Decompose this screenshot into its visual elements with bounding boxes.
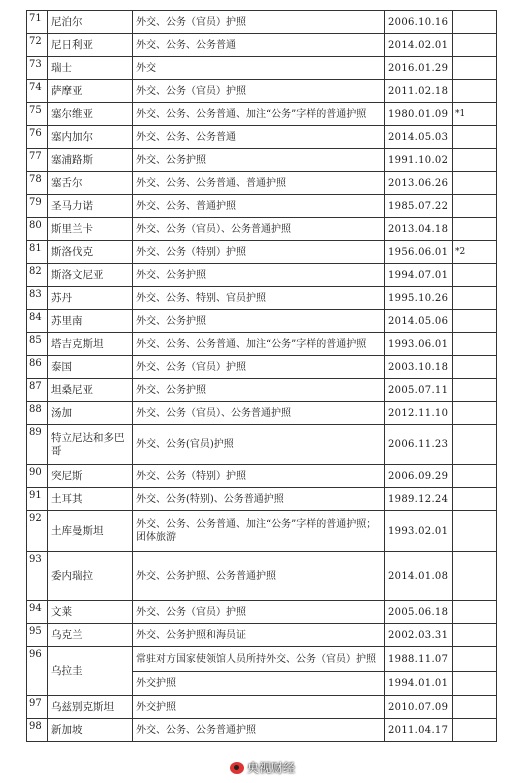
remark [453,647,497,672]
row-number: 75 [27,103,48,126]
effective-date: 1988.11.07 [385,647,453,672]
passport-types: 外交、公务护照 [133,264,385,287]
passport-types: 外交、公务、普通护照 [133,195,385,218]
passport-types: 外交、公务（官员）护照 [133,356,385,379]
effective-date: 1993.02.01 [385,511,453,552]
country-name: 坦桑尼亚 [48,379,133,402]
row-number: 85 [27,333,48,356]
remark [453,672,497,696]
country-name: 瑞士 [48,57,133,80]
table-row [27,241,497,264]
row-number: 76 [27,126,48,149]
row-number: 82 [27,264,48,287]
passport-types: 外交、公务、公务普通 [133,34,385,57]
effective-date: 2016.01.29 [385,57,453,80]
row-number: 77 [27,149,48,172]
passport-types: 外交、公务(特别)、公务普通护照 [133,488,385,511]
table-row [27,218,497,241]
country-name: 萨摩亚 [48,80,133,103]
passport-types: 外交、公务、特别、官员护照 [133,287,385,310]
effective-date: 1985.07.22 [385,195,453,218]
passport-types: 外交、公务护照、公务普通护照 [133,552,385,601]
effective-date: 1994.01.01 [385,672,453,696]
row-number: 84 [27,310,48,333]
effective-date: 2006.09.29 [385,465,453,488]
table-row [27,287,497,310]
country-name: 乌拉圭 [48,647,133,696]
effective-date: 2003.10.18 [385,356,453,379]
passport-types: 外交、公务、公务普通、普通护照 [133,172,385,195]
country-name: 斯洛伐克 [48,241,133,264]
passport-types: 外交、公务护照 [133,379,385,402]
country-name: 塔吉克斯坦 [48,333,133,356]
table-row [27,264,497,287]
country-name: 塞内加尔 [48,126,133,149]
country-name: 特立尼达和多巴哥 [48,425,133,465]
country-name: 委内瑞拉 [48,552,133,601]
remark [453,624,497,647]
table-row [27,126,497,149]
table-row [27,488,497,511]
table-row [27,511,497,552]
country-name: 土耳其 [48,488,133,511]
remark [453,80,497,103]
remark [453,333,497,356]
table-row [27,601,497,624]
table-row [27,34,497,57]
effective-date: 1980.01.09 [385,103,453,126]
weibo-icon [230,762,244,774]
table-row [27,195,497,218]
remark [453,218,497,241]
country-name: 尼日利亚 [48,34,133,57]
country-name: 土库曼斯坦 [48,511,133,552]
table-row [27,57,497,80]
row-number: 79 [27,195,48,218]
row-number: 83 [27,287,48,310]
country-name: 塞尔维亚 [48,103,133,126]
effective-date: 2012.11.10 [385,402,453,425]
passport-types: 外交、公务、公务普通、加注“公务”字样的普通护照 [133,333,385,356]
passport-types: 外交、公务、公务普通、加注“公务”字样的普通护照；团体旅游 [133,511,385,552]
country-name: 乌兹别克斯坦 [48,696,133,719]
row-number: 94 [27,601,48,624]
country-name: 圣马力诺 [48,195,133,218]
watermark-text: 央视财经 [247,761,296,775]
passport-types: 外交、公务（官员）、公务普通护照 [133,402,385,425]
effective-date: 2013.04.18 [385,218,453,241]
remark [453,425,497,465]
remark [453,172,497,195]
row-number: 95 [27,624,48,647]
table-row [27,103,497,126]
country-name: 尼泊尔 [48,11,133,34]
table-row [27,465,497,488]
table-row [27,425,497,465]
remark: *1 [453,103,497,126]
effective-date: 1993.06.01 [385,333,453,356]
remark [453,465,497,488]
country-name: 新加坡 [48,719,133,742]
remark [453,719,497,742]
remark [453,488,497,511]
effective-date: 1994.07.01 [385,264,453,287]
table-row [27,624,497,647]
table-row [27,333,497,356]
remark: *2 [453,241,497,264]
table-row [27,310,497,333]
country-name: 塞浦路斯 [48,149,133,172]
row-number: 72 [27,34,48,57]
row-number: 86 [27,356,48,379]
country-name: 文莱 [48,601,133,624]
effective-date: 2006.10.16 [385,11,453,34]
effective-date: 2014.05.06 [385,310,453,333]
effective-date: 2014.01.08 [385,552,453,601]
country-name: 苏里南 [48,310,133,333]
remark [453,126,497,149]
country-name: 斯里兰卡 [48,218,133,241]
passport-types: 外交护照 [133,696,385,719]
row-number: 91 [27,488,48,511]
passport-types: 外交、公务护照 [133,149,385,172]
country-name: 塞舌尔 [48,172,133,195]
effective-date: 2005.07.11 [385,379,453,402]
table-row [27,402,497,425]
row-number: 92 [27,511,48,552]
effective-date: 2002.03.31 [385,624,453,647]
passport-types: 外交、公务（官员）护照 [133,11,385,34]
passport-types: 外交护照 [133,672,385,696]
passport-types: 外交、公务（官员）、公务普通护照 [133,218,385,241]
effective-date: 1956.06.01 [385,241,453,264]
table-row [27,172,497,195]
remark [453,511,497,552]
effective-date: 2011.04.17 [385,719,453,742]
passport-types: 外交、公务（官员）护照 [133,601,385,624]
row-number: 97 [27,696,48,719]
row-number: 90 [27,465,48,488]
passport-types: 外交、公务（特别）护照 [133,465,385,488]
passport-types: 外交、公务、公务普通 [133,126,385,149]
passport-types: 外交、公务、公务普通护照 [133,719,385,742]
country-name: 汤加 [48,402,133,425]
effective-date: 1995.10.26 [385,287,453,310]
remark [453,195,497,218]
passport-types: 外交、公务（官员）护照 [133,80,385,103]
country-name: 乌克兰 [48,624,133,647]
row-number: 71 [27,11,48,34]
country-name: 斯洛文尼亚 [48,264,133,287]
effective-date: 1991.10.02 [385,149,453,172]
passport-types: 外交、公务护照和海员证 [133,624,385,647]
row-number: 78 [27,172,48,195]
remark [453,402,497,425]
passport-types: 外交、公务、公务普通、加注“公务”字样的普通护照 [133,103,385,126]
row-number: 89 [27,425,48,465]
country-name: 突尼斯 [48,465,133,488]
passport-types: 外交 [133,57,385,80]
country-name: 苏丹 [48,287,133,310]
row-number: 93 [27,552,48,601]
row-number: 88 [27,402,48,425]
remark [453,552,497,601]
table-row [27,356,497,379]
table-row [27,80,497,103]
remark [453,356,497,379]
remark [453,11,497,34]
table-row [27,11,497,34]
table-row [27,552,497,601]
remark [453,264,497,287]
effective-date: 2005.06.18 [385,601,453,624]
remark [453,149,497,172]
remark [453,601,497,624]
country-name: 泰国 [48,356,133,379]
table-row [27,696,497,719]
effective-date: 2014.05.03 [385,126,453,149]
row-number: 98 [27,719,48,742]
remark [453,310,497,333]
table-row [27,719,497,742]
row-number: 73 [27,57,48,80]
effective-date: 1989.12.24 [385,488,453,511]
effective-date: 2006.11.23 [385,425,453,465]
remark [453,287,497,310]
remark [453,696,497,719]
row-number: 96 [27,647,48,696]
passport-types: 常驻对方国家使领馆人员所持外交、公务（官员）护照 [133,647,385,672]
passport-types: 外交、公务（特别）护照 [133,241,385,264]
watermark [230,759,295,776]
remark [453,57,497,80]
passport-types: 外交、公务护照 [133,310,385,333]
remark [453,34,497,57]
row-number: 81 [27,241,48,264]
passport-types: 外交、公务(官员)护照 [133,425,385,465]
effective-date: 2013.06.26 [385,172,453,195]
row-number: 87 [27,379,48,402]
effective-date: 2010.07.09 [385,696,453,719]
row-number: 74 [27,80,48,103]
table-row [27,379,497,402]
effective-date: 2011.02.18 [385,80,453,103]
table-row [27,149,497,172]
effective-date: 2014.02.01 [385,34,453,57]
row-number: 80 [27,218,48,241]
visa-exemption-table [26,10,497,742]
table-row [27,647,497,672]
remark [453,379,497,402]
